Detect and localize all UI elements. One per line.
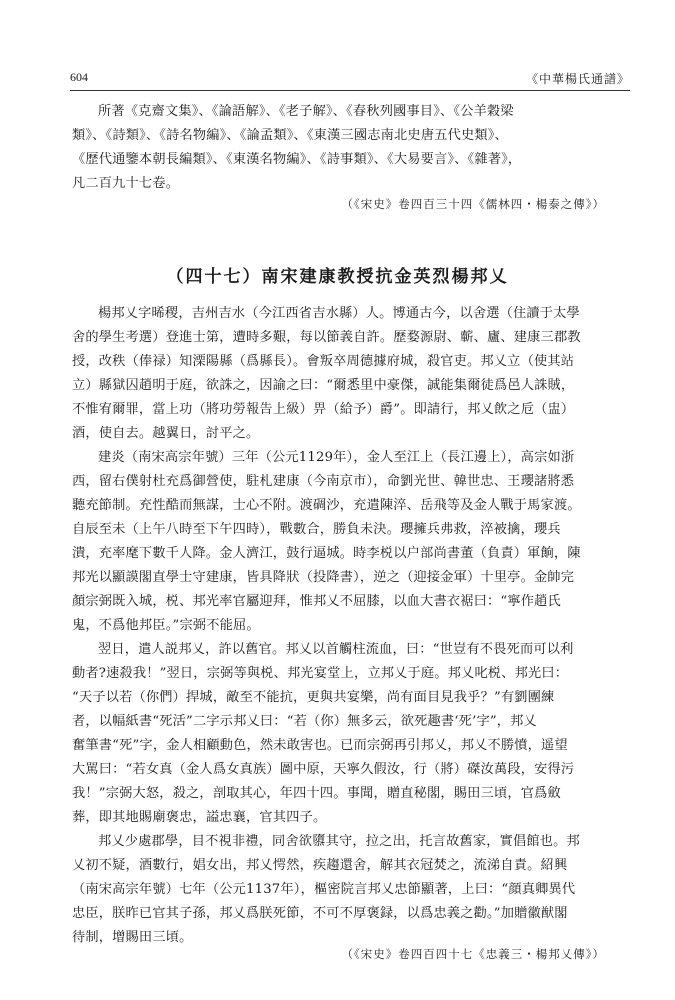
biography-source-citation: （《宋史》卷四百四十七《忠義三・楊邦乂傳》） <box>341 947 605 961</box>
text-line: 者，以幅紙書“死活”二字示邦乂曰：“若（你）無多云，欲死趣書‘死’字”，邦乂 <box>72 714 537 729</box>
works-list-paragraph <box>72 100 628 196</box>
text-line: 所著《克齋文集》、《論語解》、《老子解》、《春秋列國事目》、《公羊穀梁 <box>98 104 514 119</box>
text-line: 邦光以顯謨閣直學士守建康，皆具降狀（投降書），逆之（迎接金軍）十里亭。金帥完 <box>72 570 575 585</box>
text-line: 授，改秩（俸禄）知溧陽縣（爲縣長）。會叛卒周德據府城，殺官吏。邦乂立（使其站 <box>72 354 575 369</box>
text-line: （南宋高宗年號）七年（公元1137年），樞密院言邦乂忠節顯著，上曰：“顔真卿異代 <box>72 882 576 897</box>
text-line: 立）縣獄囚趙明于庭，欲誅之，因諭之曰：“爾悉里中豪傑，誠能集爾徒爲邑人誅賊， <box>72 378 575 393</box>
text-line: 我！”宗弼大怒，殺之，剖取其心，年四十四。事聞，贈直秘閣，賜田三頃，官爲斂 <box>72 786 561 801</box>
works-source-citation: （《宋史》卷四百三十四《儒林四・楊泰之傳》） <box>341 197 605 211</box>
text-line: 建炎（南宋高宗年號）三年（公元1129年），金人至江上（長江邊上），高宗如浙 <box>98 450 575 465</box>
text-line: 待制，增賜田三頃。 <box>72 930 193 945</box>
running-title: 《中華楊氏通譜》 <box>525 72 630 86</box>
text-line: 自辰至未（上午八時至下午四時），戰數合，勝負未決。瓔擁兵弗救，淬被擒，瓔兵 <box>72 522 561 537</box>
text-line: 類》、《詩類》、《詩名物編》、《論孟類》、《東漢三國志南北史唐五代史類》、 <box>72 128 508 143</box>
text-line: 凡二百九十七卷。 <box>72 176 180 191</box>
text-line: 楊邦乂字晞稷，吉州吉水（今江西省吉水縣）人。博通古今，以舍選（住讀于太學 <box>98 306 580 321</box>
section-title: （四十七）南宋建康教授抗金英烈楊邦乂 <box>166 267 509 287</box>
text-line: 忠臣，朕昨已官其子孫，邦乂爲朕死節，不可不厚褒録，以爲忠義之勸。”加贈徽猷閣 <box>72 906 568 921</box>
page-number: 604 <box>70 70 88 84</box>
text-line: 顏宗弼既入城，棁、邦光率官屬迎拜，惟邦乂不屈膝，以血大書衣裾曰：“寧作趙氏 <box>72 594 561 609</box>
text-line: 翌日，遣人説邦乂，許以舊官。邦乂以首觸柱流血，曰：“世豈有不畏死而可以利 <box>98 642 574 657</box>
running-header <box>70 70 630 91</box>
text-line: 鬼，不爲他邦臣。”宗弼不能屈。 <box>72 618 260 633</box>
text-line: 西，留右僕射杜充爲御營使，駐札建康（今南京市），命劉光世、韓世忠、王瓔諸將悉 <box>72 474 575 489</box>
text-line: 舍的學生考選）登進士第，遭時多艱，每以節義自許。歷婺源尉、蘄、廬、建康三郡教 <box>72 330 581 345</box>
biography-paragraph <box>72 302 628 950</box>
text-line: 大駡曰：“若女真（金人爲女真族）圖中原，天寧久假汝，行（將）磔汝萬段，安得污 <box>72 762 575 777</box>
text-line: 潰，充率麾下數千人降。金人濟江，鼓行逼城。時李棁以户部尚書董（負責）軍餉，陳 <box>72 546 581 561</box>
text-line: 《歷代通鑒本朝長編類》、《東漢名物編》、《詩事類》、《大易要言》、《雜著》， <box>72 152 522 167</box>
text-line: 動者?速殺我！”翌日，宗弼等與棁、邦光宴堂上，立邦乂于庭。邦乂叱棁、邦光曰： <box>72 666 569 681</box>
text-line: 邦乂少處郡學，目不視非禮，同舍欲隳其守，拉之出，托言故舊家，實倡館也。邦 <box>98 834 580 849</box>
text-line: 酒，使自去。越翼日，討平之。 <box>72 426 260 441</box>
text-line: “天子以若（你們）捍城，敵至不能抗，更與共宴樂，尚有面目見我乎？”有劉團練 <box>72 690 555 705</box>
text-line: 不惟宥爾罪，當上功（將功勞報告上級）畀（給予）爵”。即請行，邦乂飲之卮（盅） <box>72 402 575 417</box>
text-line: 乂初不疑，酒數行，娼女出，邦乂愕然，疾趨還舍，解其衣冠焚之，流涕自責。紹興 <box>72 858 568 873</box>
text-line: 奮筆書“死”字，金人相顧動色，然未敢害也。已而宗弼再引邦乂，邦乂不勝憤，遥望 <box>72 738 568 753</box>
text-line: 葬，即其地賜廟褒忠，謚忠襄，官其四子。 <box>72 810 327 825</box>
text-line: 聽充節制。充性酷而無謀，士心不附。渡碉沙，充遣陳淬、岳飛等及金人戰于馬家渡。 <box>72 498 581 513</box>
